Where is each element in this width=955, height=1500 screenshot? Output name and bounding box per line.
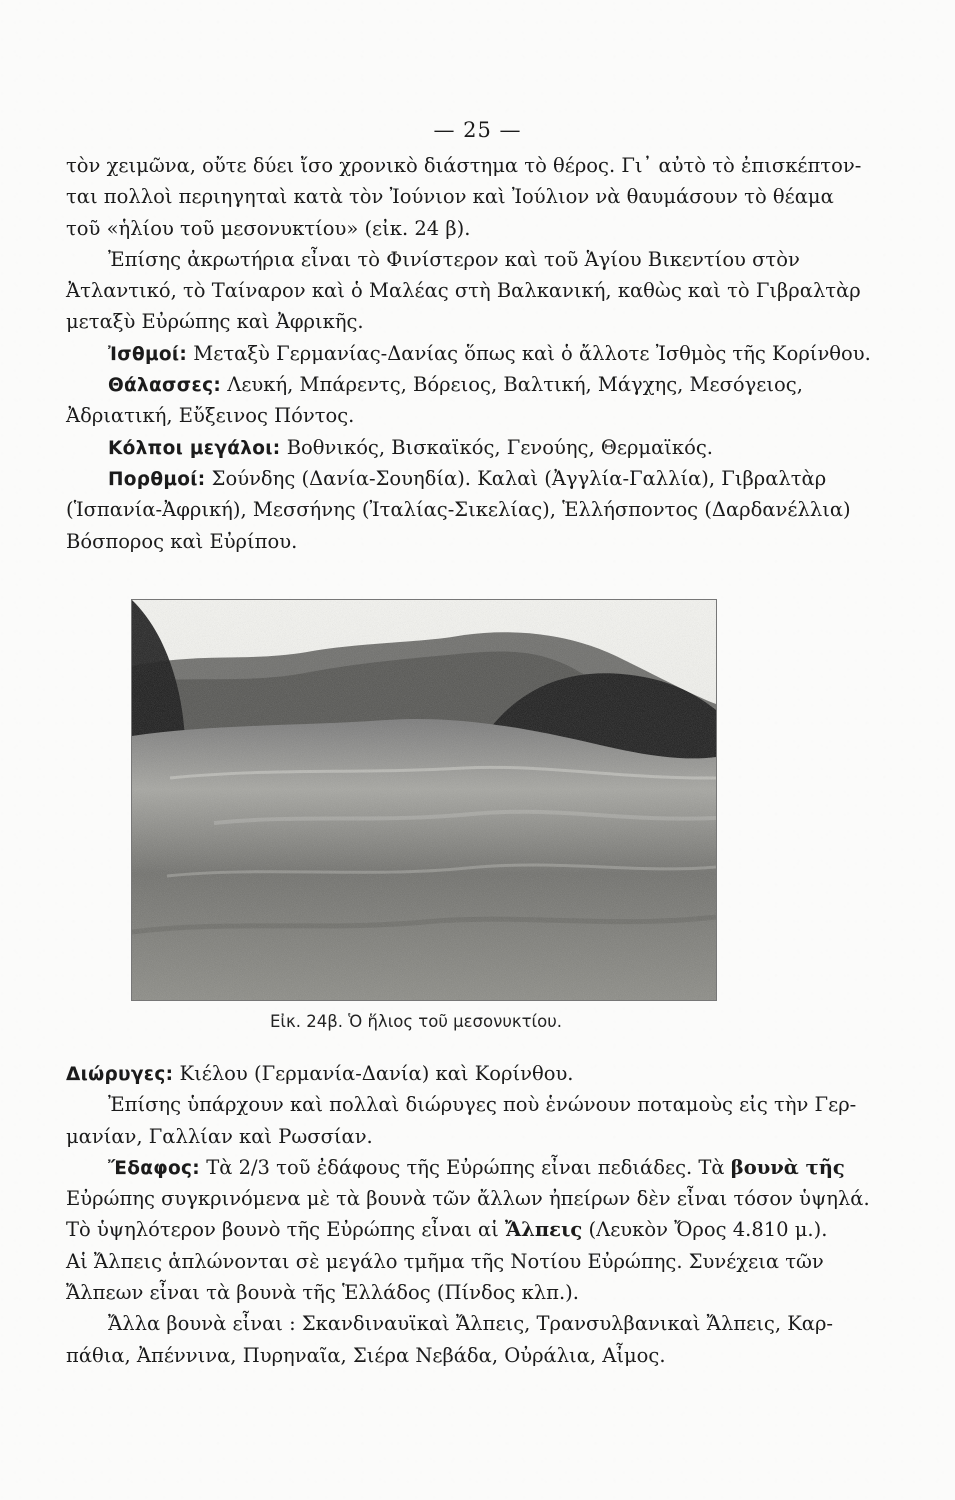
definition-porthmoi bbox=[66, 463, 866, 494]
landscape-image bbox=[132, 600, 716, 1000]
bottom-text-block bbox=[66, 1058, 870, 1371]
text-line: Ἀτλαντικό, τὸ Ταίναρον καὶ ὁ Μαλέας στὴ Βαλκανική, καθὼς καὶ τὸ Γιβραλτὰρ bbox=[66, 279, 861, 303]
definition-term: Ἰσθμοί: bbox=[108, 343, 188, 365]
text-line: τοῦ «ἡλίου τοῦ μεσονυκτίου» (εἰκ. 24 β). bbox=[66, 216, 471, 240]
page-number: — 25 — bbox=[433, 118, 522, 142]
text-line: τὸν χειμῶνα, οὔτε δύει ἴσο χρονικὸ διάστημα τὸ θέρος. Γι᾿ αὐτὸ τὸ ἐπισκέπτον- bbox=[66, 154, 862, 177]
definition-term: Ἔδαφος: bbox=[108, 1157, 200, 1179]
text-line: πάθια, Ἀπέννινα, Πυρηναῖα, Σιέρα Νεβάδα, Οὐράλια, Αἶμος. bbox=[66, 1343, 666, 1367]
top-text-block bbox=[66, 150, 871, 557]
alps-height-line bbox=[66, 1214, 866, 1245]
text-line: μεταξὺ Εὐρώπης καὶ Ἀφρικῆς. bbox=[66, 310, 364, 334]
definition-text: Βοθνικός, Βισκαϊκός, Γενούης, Θερμαϊκός. bbox=[280, 435, 713, 459]
text-line: Ἐπίσης ἀκρωτήρια εἶναι τὸ Φινίστερον καὶ τοῦ Ἁγίου Βικεντίου στὸν bbox=[108, 247, 800, 271]
definition-term: Διώρυγες: bbox=[66, 1064, 174, 1085]
midnight-sun-photograph bbox=[132, 600, 716, 1000]
emphasis-text: Ἄλπεις bbox=[504, 1218, 583, 1242]
text-line: Εὐρώπης συγκρινόμενα μὲ τὰ βουνὰ τῶν ἄλλων ἠπείρων δὲν εἶναι τόσον ὑψηλά. bbox=[66, 1187, 870, 1211]
figure-caption: Εἰκ. 24β. Ὁ ἥλιος τοῦ μεσονυκτίου. bbox=[270, 1012, 562, 1031]
definition-term: Πορθμοί: bbox=[108, 468, 206, 490]
text-line: Ἄλλα βουνὰ εἶναι : Σκανδιναυϊκαὶ Ἄλπεις, Τρανσυλβανικαὶ Ἄλπεις, Καρ- bbox=[108, 1312, 834, 1336]
definition-kolpoi bbox=[66, 432, 866, 463]
text-line: Ἀδριατική, Εὔξεινος Πόντος. bbox=[66, 404, 355, 428]
definition-diorgyes bbox=[66, 1058, 866, 1089]
text-line: ται πολλοὶ περιηγηταὶ κατὰ τὸν Ἰούνιον καὶ Ἰούλιον νὰ θαυμάσουν τὸ θέαμα bbox=[66, 185, 834, 209]
definition-text: Κιέλου (Γερμανία-Δανία) καὶ Κορίνθου. bbox=[173, 1062, 574, 1085]
definition-text: Σούνδης (Δανία-Σουηδία). Καλαὶ (Ἀγγλία-Γαλλία), Γιβραλτὰρ bbox=[205, 466, 827, 490]
definition-text: Λευκή, Μπάρεντς, Βόρειος, Βαλτική, Μάγχης, Μεσόγειος, bbox=[221, 373, 803, 397]
definition-text: Τὰ 2/3 τοῦ ἐδάφους τῆς Εὐρώπης εἶναι πεδιάδες. Τὰ bbox=[200, 1155, 731, 1179]
text-line: (Ἱσπανία-Ἀφρική), Μεσσήνης (Ἰταλίας-Σικελίας), Ἑλλήσποντος (Δαρδανέλλια) bbox=[66, 498, 851, 522]
text-line: Αἱ Ἄλπεις ἁπλώνονται σὲ μεγάλο τμῆμα τῆς Νοτίου Εὐρώπης. Συνέχεια τῶν bbox=[66, 1249, 824, 1273]
text-fragment: (Λευκὸν Ὄρος 4.810 μ.). bbox=[582, 1218, 828, 1242]
emphasis-text: βουνὰ τῆς bbox=[730, 1155, 845, 1179]
definition-term: Κόλποι μεγάλοι: bbox=[108, 437, 281, 459]
definition-term: Θάλασσες: bbox=[108, 375, 222, 397]
definition-thalasses bbox=[66, 369, 866, 400]
text-line: μανίαν, Γαλλίαν καὶ Ρωσσίαν. bbox=[66, 1124, 373, 1148]
text-line: Βόσπορος καὶ Εὐρίπου. bbox=[66, 529, 298, 553]
text-line: Ἐπίσης ὑπάρχουν καὶ πολλαὶ διώρυγες ποὺ ἑνώνουν ποταμοὺς εἰς τὴν Γερ- bbox=[108, 1093, 857, 1117]
text-fragment: Τὸ ὑψηλότερον βουνὸ τῆς Εὐρώπης εἶναι αἱ bbox=[66, 1218, 505, 1242]
photo-grain bbox=[132, 600, 716, 1000]
definition-edafos bbox=[66, 1152, 866, 1183]
text-line: Ἄλπεων εἶναι τὰ βουνὰ τῆς Ἑλλάδος (Πίνδος κλπ.). bbox=[66, 1281, 579, 1305]
definition-isthmoi bbox=[66, 338, 871, 369]
definition-text: Μεταξὺ Γερμανίας-Δανίας ὅπως καὶ ὁ ἄλλοτε Ἰσθμὸς τῆς Κορίνθου. bbox=[187, 341, 871, 365]
